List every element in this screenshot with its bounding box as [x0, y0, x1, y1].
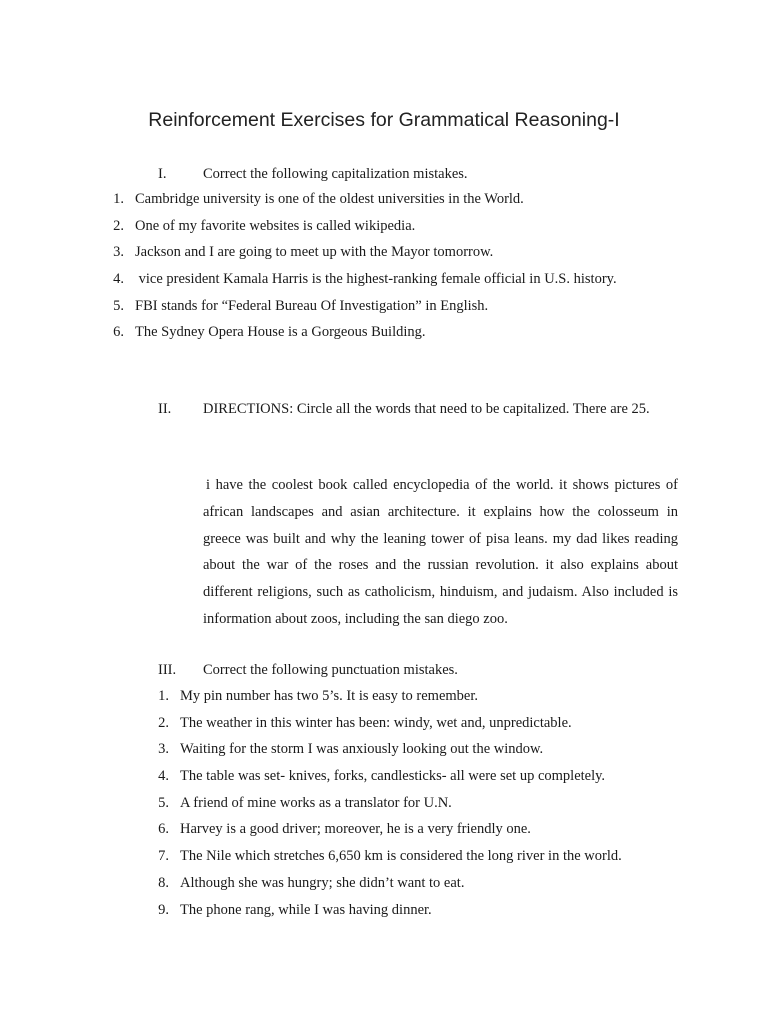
item-number: 3. — [158, 741, 169, 758]
list-item — [153, 768, 622, 795]
list-item — [108, 271, 617, 298]
list-item — [153, 902, 622, 929]
item-text: The phone rang, while I was having dinner. — [180, 901, 432, 918]
item-text: A friend of mine works as a translator for U.N. — [180, 794, 452, 811]
item-text: Although she was hungry; she didn’t want to eat. — [180, 874, 465, 891]
item-text: Harvey is a good driver; moreover, he is a very friendly one. — [180, 821, 531, 838]
list-item — [108, 244, 617, 271]
section-three-heading — [158, 662, 458, 679]
section-three-heading-text: Correct the following punctuation mistakes. — [203, 662, 458, 678]
item-text: The Nile which stretches 6,650 km is considered the long river in the world. — [180, 848, 622, 865]
list-item — [108, 191, 617, 218]
item-number: 4. — [158, 768, 169, 785]
item-text: The weather in this winter has been: windy, wet and, unpredictable. — [180, 714, 572, 731]
capitalization-paragraph: i have the coolest book called encyclopedia of the world. it shows pictures of african landscapes and asian architecture. it explains how the colosseum in greece was built and why the leaning tower of pisa leans. my dad likes reading about the war of the roses and the russian revolution. it also explains about different religions, such as catholicism, hinduism, and judaism. Also included is information about zoos, including the san diego zoo. — [203, 477, 678, 627]
list-item — [153, 741, 622, 768]
item-number: 1. — [158, 688, 169, 704]
list-item — [153, 875, 622, 902]
item-number: 8. — [158, 874, 169, 891]
item-number: 5. — [158, 794, 169, 811]
item-number: 5. — [113, 297, 124, 314]
list-item — [108, 298, 617, 325]
section-one-list — [108, 191, 617, 351]
item-text: The Sydney Opera House is a Gorgeous Building. — [135, 324, 426, 341]
list-item — [108, 218, 617, 245]
item-number: 4. — [113, 271, 124, 288]
item-text: FBI stands for “Federal Bureau Of Investigation” in English. — [135, 297, 489, 314]
section-two-numeral: II. — [158, 401, 172, 417]
list-item — [153, 715, 622, 742]
item-text: Jackson and I are going to meet up with the Mayor tomorrow. — [135, 244, 494, 261]
list-item — [108, 324, 617, 351]
section-one-heading — [158, 166, 468, 183]
item-number: 2. — [113, 217, 124, 234]
section-one-numeral: I. — [158, 166, 167, 182]
section-two-heading — [158, 401, 650, 418]
item-text: My pin number has two 5’s. It is easy to remember. — [180, 688, 479, 704]
item-number: 6. — [113, 324, 124, 341]
item-number: 1. — [113, 191, 124, 207]
item-number: 6. — [158, 821, 169, 838]
item-number: 9. — [158, 901, 169, 918]
item-number: 7. — [158, 848, 169, 865]
item-text: vice president Kamala Harris is the highest-ranking female official in U.S. history. — [135, 271, 617, 288]
item-text: The table was set- knives, forks, candlesticks- all were set up completely. — [180, 768, 606, 785]
list-item — [153, 795, 622, 822]
item-text: Cambridge university is one of the oldest universities in the World. — [135, 191, 524, 207]
section-two-heading-text: DIRECTIONS: Circle all the words that need to be capitalized. There are 25. — [203, 401, 650, 417]
list-item — [153, 848, 622, 875]
item-number: 2. — [158, 714, 169, 731]
item-number: 3. — [113, 244, 124, 261]
section-one-heading-text: Correct the following capitalization mistakes. — [203, 166, 468, 182]
section-three-list — [153, 688, 622, 928]
page-title: Reinforcement Exercises for Grammatical Reasoning-I — [148, 109, 620, 131]
list-item — [153, 821, 622, 848]
item-text: One of my favorite websites is called wikipedia. — [135, 217, 416, 234]
list-item — [153, 688, 622, 715]
section-three-numeral: III. — [158, 662, 177, 678]
item-text: Waiting for the storm I was anxiously looking out the window. — [180, 741, 544, 758]
